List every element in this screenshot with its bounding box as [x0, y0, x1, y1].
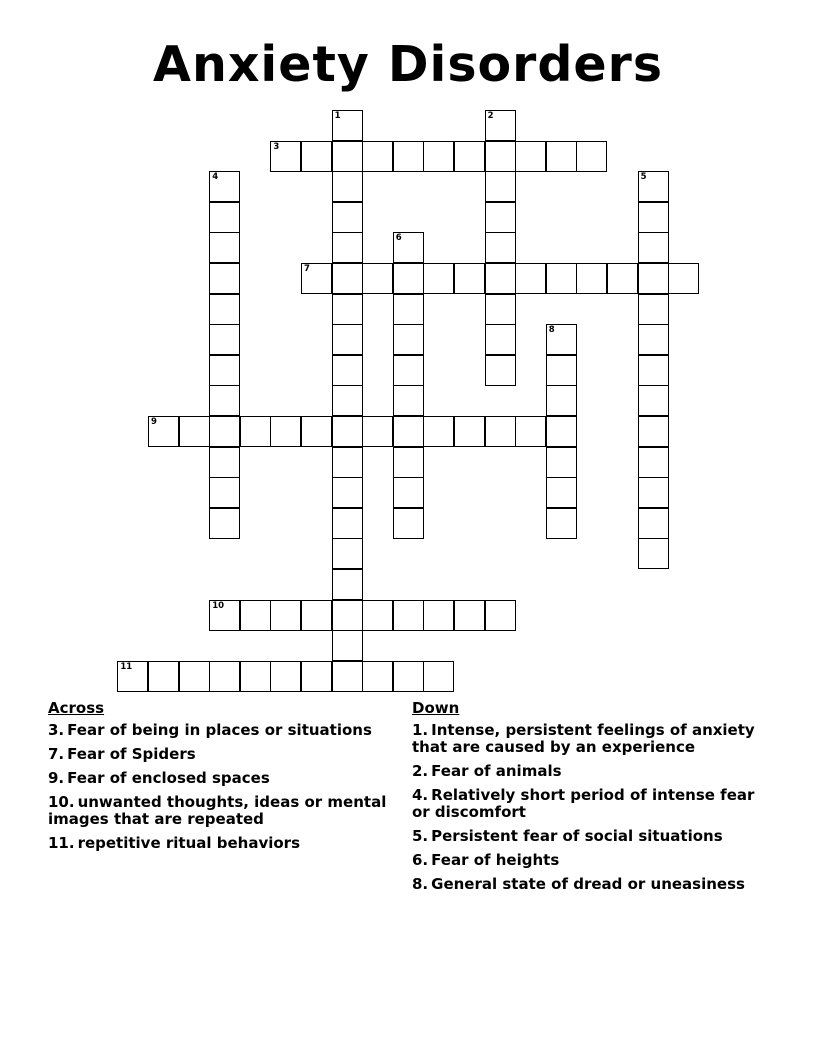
grid-cell[interactable] [576, 141, 607, 172]
grid-cell[interactable] [301, 263, 332, 294]
clue-number: 7 [304, 264, 310, 274]
clue-item-text: unwanted thoughts, ideas or mental images that are repeated [48, 793, 387, 828]
grid-cell[interactable] [515, 416, 546, 447]
grid-cell[interactable] [546, 263, 577, 294]
grid-cell[interactable] [546, 385, 577, 416]
clue-item-text: Persistent fear of social situations [431, 827, 723, 845]
clue-item [48, 770, 393, 787]
clue-item-number: 3. [48, 721, 65, 739]
grid-cell[interactable] [485, 355, 516, 386]
grid-cell[interactable] [668, 263, 699, 294]
clue-item [412, 852, 772, 869]
grid-cell[interactable] [209, 477, 240, 508]
grid-cell[interactable] [209, 202, 240, 233]
grid-cell[interactable] [209, 324, 240, 355]
grid-cell[interactable] [638, 477, 669, 508]
grid-cell[interactable] [485, 263, 516, 294]
clue-item [412, 828, 772, 845]
grid-cell[interactable] [209, 416, 240, 447]
clue-item-text: Fear of Spiders [67, 745, 196, 763]
grid-cell[interactable] [485, 110, 516, 141]
grid-cell[interactable] [576, 263, 607, 294]
grid-cell[interactable] [332, 600, 363, 631]
grid-cell[interactable] [393, 477, 424, 508]
clue-item-number: 8. [412, 875, 429, 893]
grid-cell[interactable] [546, 355, 577, 386]
grid-cell[interactable] [454, 416, 485, 447]
grid-cell[interactable] [393, 447, 424, 478]
grid-cell[interactable] [485, 171, 516, 202]
grid-cell[interactable] [209, 661, 240, 692]
grid-cell[interactable] [454, 263, 485, 294]
clue-item-text: Fear of being in places or situations [67, 721, 372, 739]
grid-cell[interactable] [332, 661, 363, 692]
grid-cell[interactable] [362, 416, 393, 447]
clue-item [48, 794, 393, 828]
grid-cell[interactable] [485, 202, 516, 233]
grid-cell[interactable] [393, 263, 424, 294]
grid-cell[interactable] [209, 385, 240, 416]
grid-cell[interactable] [362, 263, 393, 294]
grid-cell[interactable] [209, 508, 240, 539]
grid-cell[interactable] [332, 202, 363, 233]
grid-cell[interactable] [393, 324, 424, 355]
grid-cell[interactable] [393, 232, 424, 263]
clue-number: 2 [487, 111, 494, 121]
page-title: Anxiety Disorders [153, 36, 663, 93]
grid-cell[interactable] [240, 416, 271, 447]
grid-cell[interactable] [270, 416, 301, 447]
down-clue-list [412, 722, 772, 893]
grid-cell[interactable] [485, 600, 516, 631]
grid-cell[interactable] [332, 171, 363, 202]
clue-item-text: Intense, persistent feelings of anxiety that are caused by an experience [412, 721, 755, 756]
grid-cell[interactable] [454, 600, 485, 631]
grid-cell[interactable] [332, 232, 363, 263]
grid-cell[interactable] [638, 263, 669, 294]
grid-cell[interactable] [423, 600, 454, 631]
grid-cell[interactable] [638, 294, 669, 325]
grid-cell[interactable] [546, 447, 577, 478]
grid-cell[interactable] [485, 141, 516, 172]
grid-cell[interactable] [638, 385, 669, 416]
clue-item [412, 722, 772, 756]
grid-cell[interactable] [638, 324, 669, 355]
grid-cell[interactable] [332, 355, 363, 386]
across-clue-list [48, 722, 393, 852]
grid-cell[interactable] [485, 232, 516, 263]
grid-cell[interactable] [332, 385, 363, 416]
grid-cell[interactable] [638, 538, 669, 569]
clue-item-number: 1. [412, 721, 429, 739]
grid-cell[interactable] [270, 600, 301, 631]
grid-cell[interactable] [270, 141, 301, 172]
grid-cell[interactable] [362, 600, 393, 631]
grid-cell[interactable] [454, 141, 485, 172]
clue-item [48, 722, 393, 739]
grid-cell[interactable] [209, 447, 240, 478]
clue-item [48, 835, 393, 852]
grid-cell[interactable] [332, 538, 363, 569]
clue-item-number: 6. [412, 851, 429, 869]
grid-cell[interactable] [332, 508, 363, 539]
grid-cell[interactable] [546, 416, 577, 447]
clue-item-text: General state of dread or uneasiness [431, 875, 745, 893]
grid-cell[interactable] [485, 294, 516, 325]
clue-item [48, 746, 393, 763]
clue-number: 5 [640, 172, 647, 183]
grid-cell[interactable] [240, 661, 271, 692]
clue-item-number: 9. [48, 769, 65, 787]
grid-cell[interactable] [332, 324, 363, 355]
grid-cell[interactable] [148, 661, 179, 692]
down-heading: Down [412, 699, 460, 717]
clue-number: 3 [273, 141, 280, 152]
grid-cell[interactable] [423, 263, 454, 294]
grid-cell[interactable] [423, 661, 454, 692]
grid-cell[interactable] [546, 508, 577, 539]
grid-cell[interactable] [332, 263, 363, 294]
grid-cell[interactable] [638, 508, 669, 539]
grid-cell[interactable] [546, 324, 577, 355]
clue-number: 8 [548, 325, 555, 336]
grid-cell[interactable] [332, 630, 363, 661]
grid-cell[interactable] [638, 202, 669, 233]
grid-cell[interactable] [332, 141, 363, 172]
clue-item-text: Fear of enclosed spaces [67, 769, 270, 787]
clue-item-text: Relatively short period of intense fear or discomfort [412, 786, 755, 821]
across-clues [48, 700, 393, 859]
grid-cell[interactable] [638, 447, 669, 478]
grid-cell[interactable] [332, 416, 363, 447]
clue-item-text: repetitive ritual behaviors [77, 834, 300, 852]
grid-cell[interactable] [485, 416, 516, 447]
clue-number: 11 [120, 661, 133, 672]
grid-cell[interactable] [546, 477, 577, 508]
clue-item-text: Fear of animals [431, 762, 562, 780]
grid-cell[interactable] [301, 141, 332, 172]
grid-cell[interactable] [332, 477, 363, 508]
grid-cell[interactable] [423, 141, 454, 172]
grid-cell[interactable] [240, 600, 271, 631]
grid-cell[interactable] [301, 416, 332, 447]
grid-cell[interactable] [209, 294, 240, 325]
clue-item [412, 876, 772, 893]
grid-cell[interactable] [393, 141, 424, 172]
grid-cell[interactable] [179, 661, 210, 692]
grid-cell[interactable] [638, 232, 669, 263]
clue-item-number: 10. [48, 793, 75, 811]
clue-number: 6 [395, 233, 402, 244]
grid-cell[interactable] [301, 661, 332, 692]
grid-cell[interactable] [638, 416, 669, 447]
grid-cell[interactable] [393, 661, 424, 692]
grid-cell[interactable] [515, 141, 546, 172]
grid-cell[interactable] [638, 171, 669, 202]
across-heading: Across [48, 699, 105, 717]
grid-cell[interactable] [393, 355, 424, 386]
clue-item-number: 2. [412, 762, 429, 780]
grid-cell[interactable] [515, 263, 546, 294]
clue-number: 9 [151, 417, 157, 427]
grid-cell[interactable] [393, 600, 424, 631]
grid-cell[interactable] [270, 661, 301, 692]
grid-cell[interactable] [301, 600, 332, 631]
clue-item [412, 787, 772, 821]
down-clues [412, 700, 772, 900]
grid-cell[interactable] [607, 263, 638, 294]
grid-cell[interactable] [117, 661, 148, 692]
clue-number: 1 [334, 111, 341, 121]
clue-item-number: 5. [412, 827, 429, 845]
grid-cell[interactable] [209, 263, 240, 294]
clue-item [412, 763, 772, 780]
grid-cell[interactable] [332, 294, 363, 325]
clue-item-number: 7. [48, 745, 65, 763]
clue-item-number: 4. [412, 786, 429, 804]
clue-number: 10 [212, 600, 225, 611]
grid-cell[interactable] [209, 232, 240, 263]
grid-cell[interactable] [362, 141, 393, 172]
clue-item-text: Fear of heights [431, 851, 560, 869]
grid-cell[interactable] [546, 141, 577, 172]
grid-cell[interactable] [209, 600, 240, 631]
grid-cell[interactable] [393, 416, 424, 447]
grid-cell[interactable] [332, 110, 363, 141]
grid-cell[interactable] [638, 355, 669, 386]
grid-cell[interactable] [393, 294, 424, 325]
grid-cell[interactable] [485, 324, 516, 355]
grid-cell[interactable] [179, 416, 210, 447]
grid-cell[interactable] [423, 416, 454, 447]
grid-cell[interactable] [209, 171, 240, 202]
grid-cell[interactable] [148, 416, 179, 447]
grid-cell[interactable] [332, 447, 363, 478]
clue-number: 4 [212, 172, 219, 183]
grid-cell[interactable] [393, 385, 424, 416]
clue-item-number: 11. [48, 834, 75, 852]
grid-cell[interactable] [393, 508, 424, 539]
grid-cell[interactable] [209, 355, 240, 386]
grid-cell[interactable] [362, 661, 393, 692]
grid-cell[interactable] [332, 569, 363, 600]
